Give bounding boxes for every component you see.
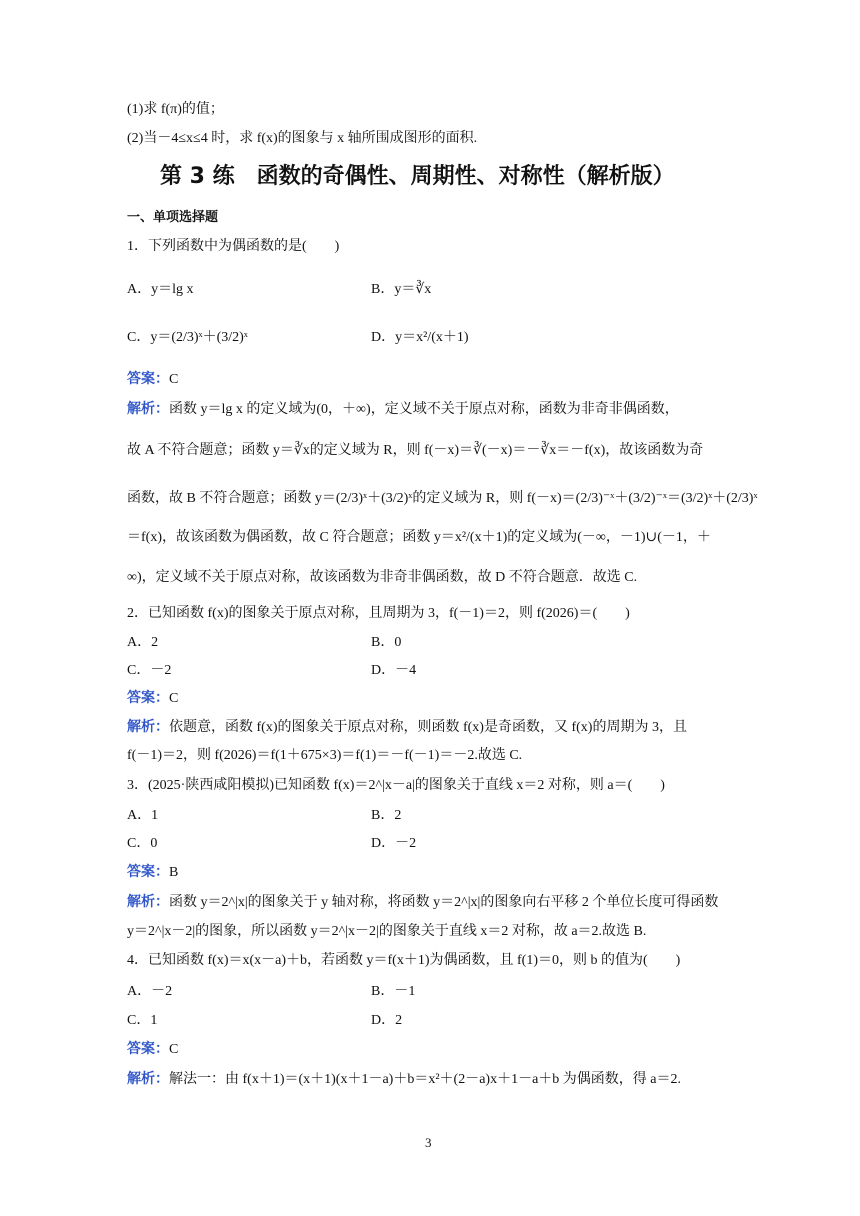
page-number: 3 xyxy=(425,1135,432,1150)
answer-label: 答案： xyxy=(127,865,169,880)
q1-analysis-line-1 xyxy=(127,400,679,420)
q3-option-c: C．0 xyxy=(127,836,158,851)
q1-answer xyxy=(127,370,178,390)
q2-analysis-text-1: 依题意，函数 f(x)的图象关于原点对称，则函数 f(x)是奇函数，又 f(x)的周期为 3，且 xyxy=(169,720,687,735)
page-title: 第 3 练 函数的奇偶性、周期性、对称性（解析版） xyxy=(160,164,675,189)
analysis-label: 解析： xyxy=(127,1072,169,1087)
q3-analysis-line-1 xyxy=(127,893,718,913)
q3-analysis-text-1: 函数 y＝2^|x|的图象关于 y 轴对称，将函数 y＝2^|x|的图象向右平移 2 个单位长度可得函数 xyxy=(169,895,719,910)
q1-option-a: A．y＝lg x xyxy=(127,282,194,297)
q4-stem: 4．已知函数 f(x)＝x(x－a)＋b，若函数 y＝f(x＋1)为偶函数，且 f(1)＝0，则 b 的值为( ) xyxy=(127,953,681,968)
q2-answer-value: C xyxy=(169,691,179,706)
q1-analysis-line-5: ∞)，定义域不关于原点对称，故该函数为非奇非偶函数，故 D 不符合题意．故选 C. xyxy=(127,570,638,585)
q2-option-d: D．－4 xyxy=(371,663,417,678)
q2-analysis-line-2: f(－1)＝2，则 f(2026)＝f(1＋675×3)＝f(1)＝－f(－1)＝－2.故选 C. xyxy=(127,748,523,763)
q1-option-b: B．y＝∛x xyxy=(371,282,432,297)
q1-answer-value: C xyxy=(169,372,179,387)
answer-label: 答案： xyxy=(127,691,169,706)
q3-option-b: B．2 xyxy=(371,808,402,823)
q3-answer-value: B xyxy=(169,865,179,880)
q2-analysis-line-1 xyxy=(127,718,687,738)
q3-option-a: A．1 xyxy=(127,808,159,823)
q4-answer xyxy=(127,1040,178,1060)
q1-stem: 1．下列函数中为偶函数的是( ) xyxy=(127,239,340,254)
q4-option-a: A．－2 xyxy=(127,984,173,999)
q2-stem: 2．已知函数 f(x)的图象关于原点对称，且周期为 3，f(－1)＝2，则 f(2026)＝( ) xyxy=(127,606,630,621)
q1-analysis-line-4: ＝f(x)，故该函数为偶函数，故 C 符合题意；函数 y＝x²/(x＋1)的定义域为(－∞，－1)∪(－1，＋ xyxy=(127,530,711,545)
q1-analysis-line-2: 故 A 不符合题意；函数 y＝∛x的定义域为 R，则 f(－x)＝∛(－x)＝－∛x＝－f(x)，故该函数为奇 xyxy=(127,443,704,458)
q3-analysis-line-2: y＝2^|x－2|的图象，所以函数 y＝2^|x－2|的图象关于直线 x＝2 对称，故 a＝2.故选 B. xyxy=(127,924,647,939)
q2-option-a: A．2 xyxy=(127,635,159,650)
analysis-label: 解析： xyxy=(127,402,169,417)
q2-option-b: B．0 xyxy=(371,635,402,650)
section-heading: 一、单项选择题 xyxy=(127,210,219,225)
q2-option-c: C．－2 xyxy=(127,663,172,678)
q4-option-b: B．－1 xyxy=(371,984,416,999)
q3-stem: 3．(2025·陕西咸阳模拟)已知函数 f(x)＝2^|x－a|的图象关于直线 x＝2 对称，则 a＝( ) xyxy=(127,778,665,793)
q1-analysis-text-1: 函数 y＝lg x 的定义域为(0，＋∞)，定义域不关于原点对称，函数为非奇非偶函数， xyxy=(169,402,679,417)
q3-option-d: D．－2 xyxy=(371,836,417,851)
q4-answer-value: C xyxy=(169,1042,179,1057)
q1-option-d: D．y＝x²/(x＋1) xyxy=(371,330,469,345)
header-item-1: (1)求 f(π)的值； xyxy=(127,102,224,117)
answer-label: 答案： xyxy=(127,1042,169,1057)
q1-option-c: C．y＝(2/3)ˣ＋(3/2)ˣ xyxy=(127,330,248,345)
q4-analysis-text-1: 解法一：由 f(x＋1)＝(x＋1)(x＋1－a)＋b＝x²＋(2－a)x＋1－a＋b 为偶函数，得 a＝2. xyxy=(169,1072,682,1087)
q4-analysis-line-1 xyxy=(127,1070,681,1090)
q1-analysis-line-3: 函数，故 B 不符合题意；函数 y＝(2/3)ˣ＋(3/2)ˣ的定义域为 R，则 f(－x)＝(2/3)⁻ˣ＋(3/2)⁻ˣ＝(3/2)ˣ＋(2/3)ˣ xyxy=(127,491,758,506)
analysis-label: 解析： xyxy=(127,720,169,735)
q3-answer xyxy=(127,863,178,883)
header-item-2: (2)当－4≤x≤4 时，求 f(x)的图象与 x 轴所围成图形的面积. xyxy=(127,131,478,146)
q4-option-d: D．2 xyxy=(371,1013,403,1028)
q2-answer xyxy=(127,689,178,709)
analysis-label: 解析： xyxy=(127,895,169,910)
answer-label: 答案： xyxy=(127,372,169,387)
q4-option-c: C．1 xyxy=(127,1013,158,1028)
